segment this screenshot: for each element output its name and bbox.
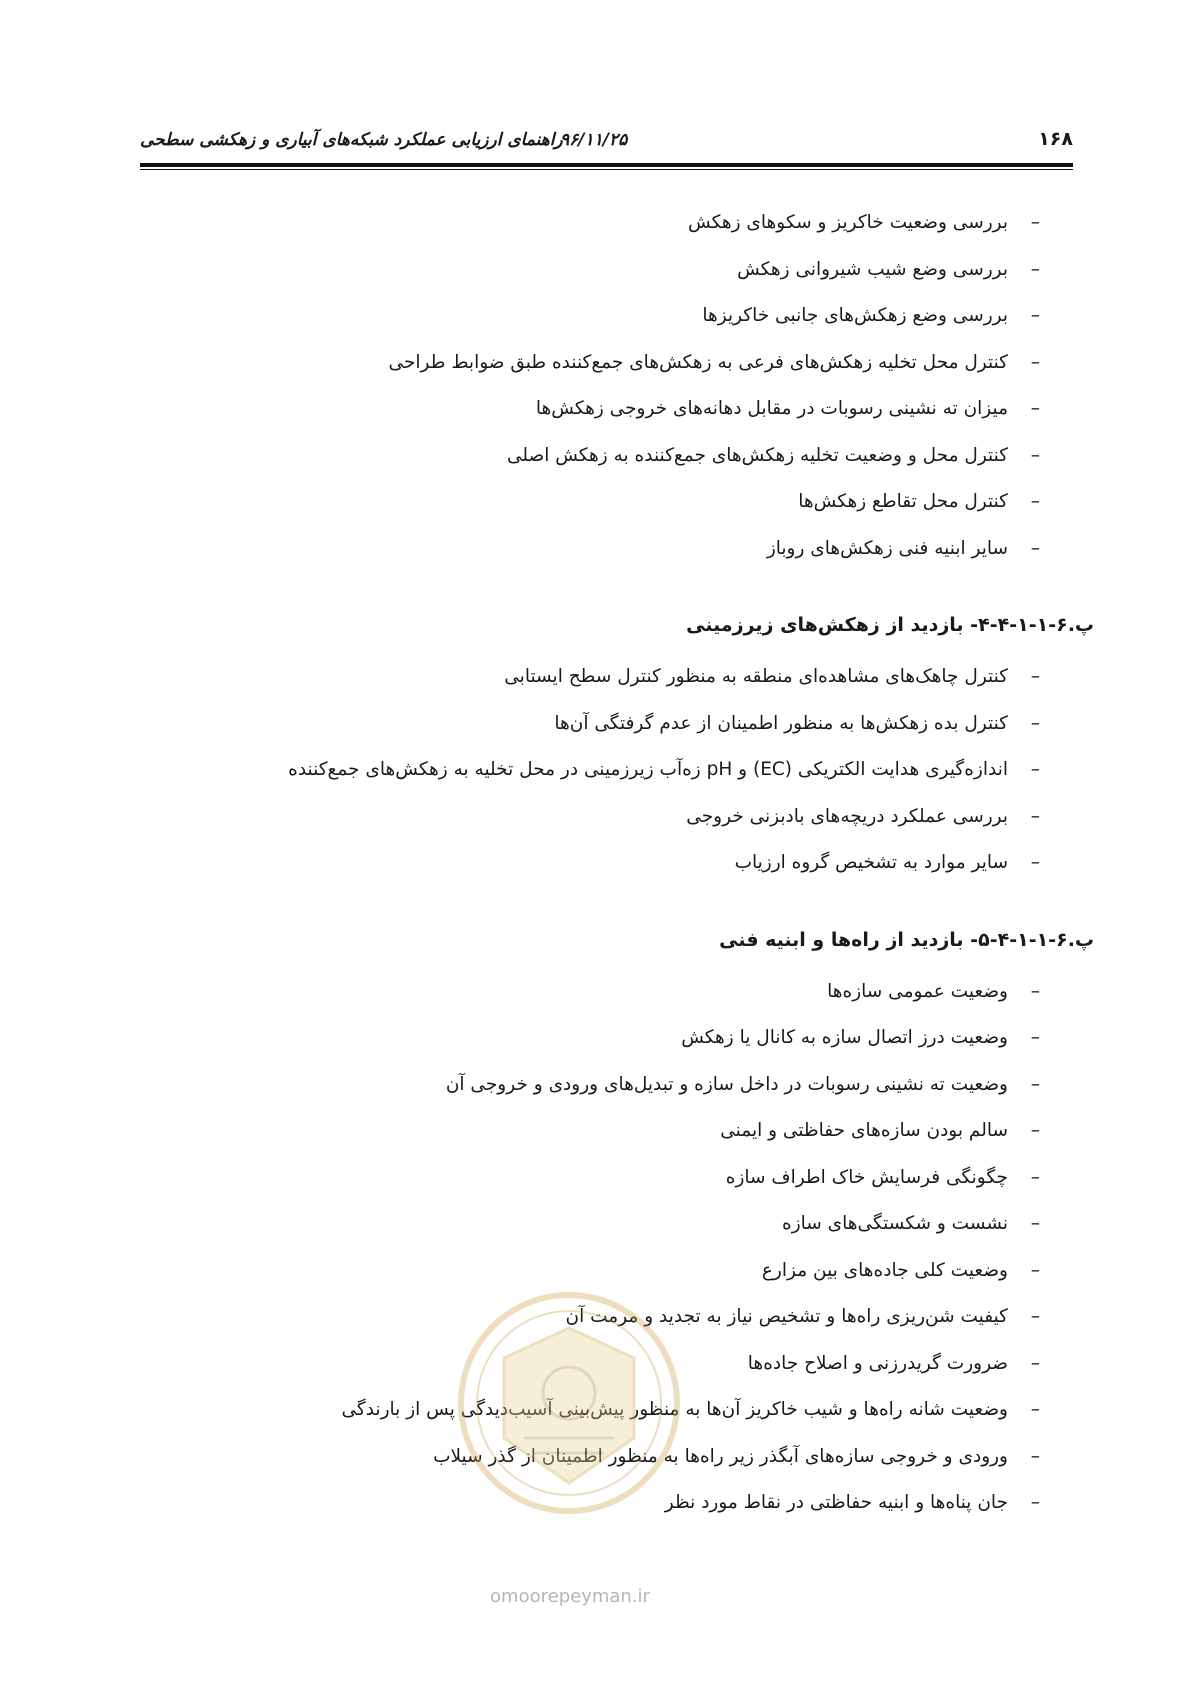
- list-item-text: کنترل بده زهکش‌ها به منظور اطمینان از عدم گرفتگی آن‌ها: [554, 712, 1008, 734]
- list-item-text: وضعیت ته نشینی رسوبات در داخل سازه و تبدیل‌های ورودی و خروجی آن: [445, 1073, 1008, 1095]
- dash-bullet: –: [1030, 212, 1040, 233]
- section-heading-roads-structures: پ.۶-۱-۱-۴-۵- بازدید از راه‌ها و ابنیه فنی: [719, 928, 1094, 951]
- list-item-text: کیفیت شن‌ریزی راه‌ها و تشخیص نیاز به تجدید و مرمت آن: [565, 1306, 1008, 1327]
- list-item-text: سالم بودن سازه‌های حفاظتی و ایمنی: [720, 1120, 1008, 1141]
- list-item: [194, 398, 1094, 445]
- list-item: [194, 759, 1094, 806]
- list-item-text: ورودی و خروجی سازه‌های آبگذر زیر راه‌ها به منظور اطمینان از گذر سیلاب: [433, 1445, 1008, 1467]
- list-item-text: اندازه‌گیری هدایت الکتریکی (EC) و pH زه‌آب زیرزمینی در محل تخلیه به زهکش‌های جمع‌کننده: [288, 759, 1008, 780]
- dash-bullet: –: [1030, 1445, 1040, 1467]
- list-item-text: سایر موارد به تشخیص گروه ارزیاب: [734, 852, 1008, 873]
- list-item: [194, 259, 1094, 306]
- list-item-text: چگونگی فرسایش خاک اطراف سازه: [725, 1166, 1008, 1188]
- dash-bullet: –: [1030, 1120, 1040, 1141]
- header-rule-thick: [140, 163, 1073, 167]
- dash-bullet: –: [1030, 1073, 1040, 1095]
- list-item: [194, 212, 1094, 259]
- dash-bullet: –: [1030, 351, 1040, 373]
- list-item-text: کنترل محل تقاطع زهکش‌ها: [798, 491, 1008, 512]
- list-item: [194, 806, 1094, 853]
- dash-bullet: –: [1030, 398, 1040, 419]
- page-header: [140, 128, 1073, 158]
- subsurface-drain-list: [194, 666, 1094, 899]
- list-item-text: وضعیت عمومی سازه‌ها: [827, 980, 1008, 1002]
- dash-bullet: –: [1030, 1306, 1040, 1327]
- dash-bullet: –: [1030, 980, 1040, 1002]
- dash-bullet: –: [1030, 491, 1040, 512]
- dash-bullet: –: [1030, 1166, 1040, 1188]
- list-item: [194, 445, 1094, 492]
- header-title: راهنمای ارزیابی عملکرد شبکه‌های آبیاری و زهکشی سطحی: [140, 130, 563, 150]
- list-item: [194, 305, 1094, 352]
- header-rule-thin: [140, 169, 1073, 170]
- list-item: [194, 713, 1094, 760]
- drain-inspection-list: [194, 212, 1094, 584]
- page-number: ۱۶۸: [1038, 128, 1073, 150]
- list-item-text: وضعیت درز اتصال سازه به کانال یا زهکش: [681, 1027, 1008, 1048]
- dash-bullet: –: [1030, 1213, 1040, 1234]
- dash-bullet: –: [1030, 759, 1040, 780]
- dash-bullet: –: [1030, 1399, 1040, 1420]
- list-item: [194, 538, 1094, 585]
- list-item-text: بررسی وضع زهکش‌های جانبی خاکریزها: [702, 305, 1008, 326]
- dash-bullet: –: [1030, 712, 1040, 734]
- list-item-text: کنترل چاهک‌های مشاهده‌ای منطقه به منظور کنترل سطح ایستابی: [504, 666, 1008, 687]
- dash-bullet: –: [1030, 1352, 1040, 1374]
- list-item-text: بررسی عملکرد دریچه‌های بادبزنی خروجی: [686, 805, 1008, 827]
- list-item-text: بررسی وضع شیب شیروانی زهکش: [737, 258, 1008, 280]
- list-item: [194, 852, 1094, 899]
- list-item-text: سایر ابنیه فنی زهکش‌های روباز: [766, 537, 1008, 559]
- list-item-text: جان پناه‌ها و ابنیه حفاظتی در نقاط مورد نظر: [664, 1492, 1008, 1513]
- list-item-text: نشست و شکستگی‌های سازه: [782, 1213, 1008, 1234]
- dash-bullet: –: [1030, 305, 1040, 326]
- dash-bullet: –: [1030, 258, 1040, 280]
- list-item-text: وضعیت کلی جاده‌های بین مزارع: [761, 1259, 1008, 1281]
- dash-bullet: –: [1030, 666, 1040, 687]
- section-heading-subsurface-drains: پ.۶-۱-۱-۴-۴- بازدید از زهکش‌های زیرزمینی: [686, 614, 1094, 636]
- list-item: [194, 1027, 1094, 1074]
- dash-bullet: –: [1030, 444, 1040, 466]
- list-item-text: میزان ته نشینی رسوبات در مقابل دهانه‌های خروجی زهکش‌ها: [535, 398, 1008, 419]
- list-item: [194, 1074, 1094, 1121]
- list-item-text: کنترل محل و وضعیت تخلیه زهکش‌های جمع‌کننده به زهکش اصلی: [506, 444, 1008, 466]
- list-item: [194, 1167, 1094, 1214]
- list-item: [194, 981, 1094, 1028]
- list-item-text: کنترل محل تخلیه زهکش‌های فرعی به زهکش‌های جمع‌کننده طبق ضوابط طراحی: [388, 351, 1008, 373]
- list-item-text: وضعیت شانه راه‌ها و شیب خاکریز آن‌ها به منظور پیش‌بینی آسیب‌دیدگی پس از بارندگی: [341, 1399, 1008, 1420]
- watermark-url: omoorepeyman.ir: [490, 1586, 650, 1607]
- list-item-text: ضرورت گریدرزنی و اصلاح جاده‌ها: [747, 1352, 1008, 1374]
- list-item: [194, 491, 1094, 538]
- list-item: [194, 666, 1094, 713]
- dash-bullet: –: [1030, 1259, 1040, 1281]
- list-item: [194, 1120, 1094, 1167]
- list-item-text: بررسی وضعیت خاکریز و سکوهای زهکش: [688, 212, 1008, 233]
- list-item: [194, 352, 1094, 399]
- dash-bullet: –: [1030, 1492, 1040, 1513]
- header-date: ۹۶/۱۱/۲۵: [560, 130, 628, 150]
- dash-bullet: –: [1030, 805, 1040, 827]
- dash-bullet: –: [1030, 852, 1040, 873]
- dash-bullet: –: [1030, 1027, 1040, 1048]
- watermark-seal-logo: [454, 1288, 684, 1518]
- dash-bullet: –: [1030, 537, 1040, 559]
- list-item: [194, 1213, 1094, 1260]
